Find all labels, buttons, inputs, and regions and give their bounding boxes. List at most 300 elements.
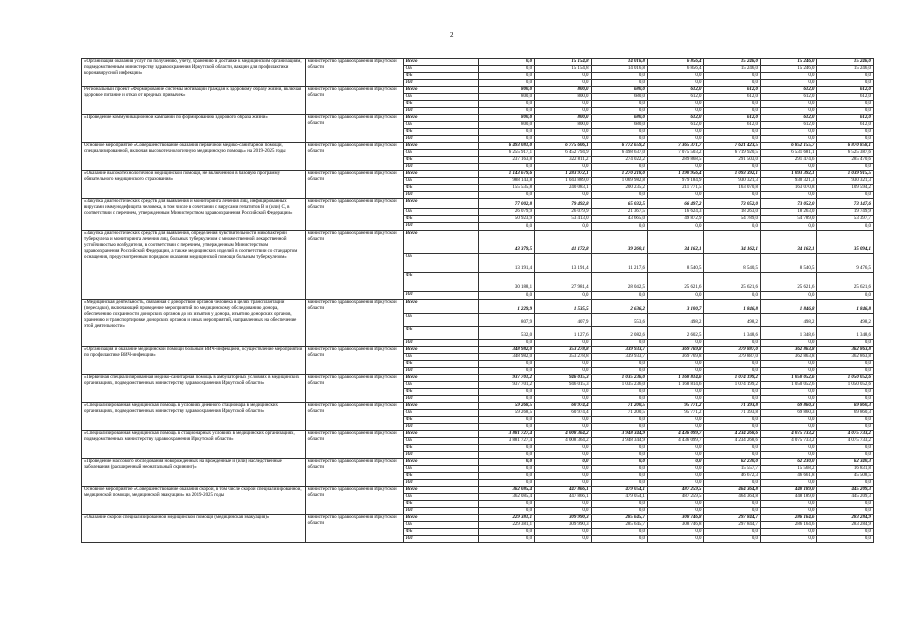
- amount-cell: 0,0: [591, 368, 647, 375]
- amount-cell: 322 811,2: [535, 157, 591, 164]
- amount-cell: 62 230,0: [760, 459, 816, 466]
- funding-source-cell: ФБ: [403, 501, 478, 508]
- amount-cell: 612,0: [817, 87, 874, 94]
- amount-cell: 25 621,6: [704, 273, 760, 292]
- amount-cell: 46 661,8: [760, 473, 816, 480]
- amount-cell: 0,0: [535, 459, 591, 466]
- amount-cell: 0,0: [591, 192, 647, 199]
- executor-cell: министерство здравоохранения Иркутской области: [305, 115, 403, 143]
- amount-cell: 0,0: [817, 73, 874, 80]
- funding-source-cell: ФБ: [403, 216, 478, 223]
- amount-cell: 0,0: [648, 529, 704, 536]
- amount-cell: 0,0: [478, 452, 534, 459]
- amount-cell: 0,0: [591, 445, 647, 452]
- amount-cell: 0,0: [591, 389, 647, 396]
- amount-cell: 7 075 503,2: [648, 150, 704, 157]
- amount-cell: 62 230,0: [704, 459, 760, 466]
- amount-cell: 0,0: [760, 164, 816, 171]
- amount-cell: 6 452 794,9: [535, 150, 591, 157]
- amount-cell: 1 143 679,6: [478, 171, 534, 178]
- funding-source-cell: ИИ: [403, 480, 478, 487]
- amount-cell: 0,0: [760, 452, 816, 459]
- amount-cell: 15 246,0: [704, 66, 760, 73]
- amount-cell: 0,0: [478, 368, 534, 375]
- amount-cell: 50 923,9: [478, 216, 534, 223]
- table-row: [82, 375, 874, 382]
- amount-cell: 0,0: [478, 508, 534, 515]
- funding-source-cell: Всего: [403, 375, 478, 382]
- amount-cell: 4 075 733,2: [817, 438, 874, 445]
- amount-cell: 0,0: [817, 292, 874, 300]
- amount-cell: 0,0: [760, 101, 816, 108]
- amount-cell: 13 191,4: [478, 254, 534, 273]
- funding-source-cell: ОБ: [403, 522, 478, 529]
- amount-cell: 0,0: [478, 529, 534, 536]
- amount-cell: 0,0: [817, 164, 874, 171]
- amount-cell: 0,0: [704, 508, 760, 515]
- funding-source-cell: ИИ: [403, 80, 478, 87]
- amount-cell: 6 852 155,7: [760, 143, 816, 150]
- amount-cell: 0,0: [760, 389, 816, 396]
- amount-cell: 0,0: [478, 536, 534, 543]
- amount-cell: 0,0: [591, 223, 647, 231]
- amount-cell: 6 856,4: [648, 66, 704, 73]
- amount-cell: 0,0: [591, 417, 647, 424]
- amount-cell: 612,0: [760, 87, 816, 94]
- activity-description: Основное мероприятие «Совершенствование оказания скорой, в том числе скорой специализированной, медицинской помощи, медицинской эвакуации» на 2019-2025 годы: [82, 487, 306, 515]
- amount-cell: 937 701,2: [478, 382, 534, 389]
- activity-description: «Проведение коммуникационной кампании по формированию здорового образа жизни»: [82, 115, 306, 143]
- amount-cell: 0,0: [704, 424, 760, 431]
- amount-cell: 200 235,2: [591, 185, 647, 192]
- amount-cell: 487 259,5: [648, 494, 704, 501]
- amount-cell: 0,0: [478, 80, 534, 87]
- amount-cell: 612,0: [704, 122, 760, 129]
- amount-cell: 43 379,5: [478, 231, 534, 254]
- amount-cell: 612,0: [648, 115, 704, 122]
- executor-cell: министерство здравоохранения Иркутской области: [305, 431, 403, 459]
- funding-source-cell: ФБ: [403, 185, 478, 192]
- amount-cell: 353 278,8: [535, 347, 591, 354]
- amount-cell: 285 645,7: [591, 515, 647, 522]
- funding-source-cell: ОБ: [403, 66, 478, 73]
- amount-cell: 946 015,3: [535, 375, 591, 382]
- amount-cell: 0,0: [591, 529, 647, 536]
- amount-cell: 0,0: [535, 292, 591, 300]
- funding-source-cell: ИИ: [403, 223, 478, 231]
- activity-description: «Медицинская деятельность, связанная с донорством органов человека в целях трансплантации (пересадки), включающей проведение мероприятий по медицинскому обследованию донора, обеспечению сохранности донорских органов до их изъятия у донора, изъятию донорских органов, хранению и транспортировке донорских органов и иных мероприятий, направленных на обеспечение этой деятельности»: [82, 300, 306, 347]
- amount-cell: 1 168 814,6: [648, 375, 704, 382]
- amount-cell: 71 200,5: [591, 410, 647, 417]
- amount-cell: 0,0: [704, 164, 760, 171]
- amount-cell: 21 367,5: [591, 209, 647, 216]
- amount-cell: 0,0: [591, 136, 647, 143]
- amount-cell: 1 229,9: [478, 300, 534, 314]
- executor-cell: министерство здравоохранения Иркутской области: [305, 143, 403, 171]
- funding-source-cell: Всего: [403, 459, 478, 466]
- amount-cell: 0,0: [591, 424, 647, 431]
- amount-cell: 612,0: [760, 94, 816, 101]
- amount-cell: 73 052,0: [760, 199, 816, 209]
- amount-cell: 49 872,9: [648, 216, 704, 223]
- amount-cell: 15 246,0: [760, 66, 816, 73]
- amount-cell: 69 860,3: [760, 410, 816, 417]
- amount-cell: 155 535,8: [478, 185, 534, 192]
- amount-cell: 15 246,0: [760, 59, 816, 66]
- activity-description: «Закупка диагностических средств для выявления и мониторинга лечения лиц, инфицированных вирусами иммунодефицита человека, в том числе в сочетании с вирусами гепатитов В и (или) С, в соответствии с перечнем, утвержденным Министерством здравоохранения Российской Федерации»: [82, 199, 306, 231]
- amount-cell: 71 200,5: [591, 403, 647, 410]
- amount-cell: 0,0: [478, 73, 534, 80]
- amount-cell: 0,0: [704, 108, 760, 115]
- amount-cell: 54 789,0: [704, 216, 760, 223]
- amount-cell: 73 147,6: [817, 199, 874, 209]
- amount-cell: 0,0: [535, 445, 591, 452]
- activity-description: Региональный проект «Формирование системы мотивации граждан к здоровому образу жизни, включая здоровое питание и отказ от вредных привычек»: [82, 87, 306, 115]
- funding-source-cell: ФБ: [403, 445, 478, 452]
- amount-cell: 0,0: [591, 129, 647, 136]
- amount-cell: 369 769,8: [648, 347, 704, 354]
- funding-source-cell: ИИ: [403, 292, 478, 300]
- amount-cell: 0,0: [535, 73, 591, 80]
- amount-cell: 0,0: [648, 368, 704, 375]
- amount-cell: 0,0: [760, 536, 816, 543]
- amount-cell: 291 503,0: [704, 157, 760, 164]
- budget-table: [81, 58, 874, 543]
- funding-source-cell: ИИ: [403, 340, 478, 347]
- amount-cell: 309 990,3: [535, 515, 591, 522]
- amount-cell: 71 393,8: [704, 403, 760, 410]
- amount-cell: 0,0: [648, 223, 704, 231]
- funding-source-cell: ОБ: [403, 314, 478, 327]
- amount-cell: 0,0: [591, 466, 647, 473]
- amount-cell: 612,0: [704, 94, 760, 101]
- amount-cell: 464 364,8: [704, 487, 760, 494]
- amount-cell: 308 746,8: [648, 522, 704, 529]
- amount-cell: 680,0: [591, 122, 647, 129]
- amount-cell: 6 772 659,2: [591, 143, 647, 150]
- amount-cell: 1 074 199,2: [704, 382, 760, 389]
- activity-description: «Организация и оказание медицинской помощи больным ВИЧ-инфекцией, осуществление мероприятий по профилактике ВИЧ-инфекции»: [82, 347, 306, 375]
- amount-cell: 0,0: [704, 73, 760, 80]
- amount-cell: 0,0: [478, 223, 534, 231]
- amount-cell: 0,0: [591, 340, 647, 347]
- funding-source-cell: ИИ: [403, 164, 478, 171]
- amount-cell: 1 050 052,6: [817, 382, 874, 389]
- amount-cell: 988 143,8: [478, 178, 534, 185]
- amount-cell: 4 075 733,2: [760, 431, 816, 438]
- amount-cell: 0,0: [591, 501, 647, 508]
- amount-cell: 163 070,8: [704, 185, 760, 192]
- amount-cell: 1 035 236,0: [591, 375, 647, 382]
- amount-cell: 479 054,1: [591, 487, 647, 494]
- executor-cell: министерство здравоохранения Иркутской области: [305, 199, 403, 231]
- amount-cell: 0,0: [591, 73, 647, 80]
- amount-cell: 0,0: [817, 424, 874, 431]
- amount-cell: 498,2: [760, 314, 816, 327]
- amount-cell: 291 474,6: [760, 157, 816, 164]
- amount-cell: 612,0: [817, 94, 874, 101]
- amount-cell: 612,0: [760, 115, 816, 122]
- amount-cell: 0,0: [760, 529, 816, 536]
- amount-cell: 0,0: [478, 473, 534, 480]
- amount-cell: 0,0: [591, 396, 647, 403]
- amount-cell: 0,0: [760, 292, 816, 300]
- amount-cell: 946 015,3: [535, 382, 591, 389]
- amount-cell: 1 050 052,6: [817, 375, 874, 382]
- funding-source-cell: ИИ: [403, 452, 478, 459]
- amount-cell: 229 381,1: [478, 522, 534, 529]
- amount-cell: 0,0: [760, 368, 816, 375]
- amount-cell: 34 162,1: [704, 231, 760, 254]
- amount-cell: 800,0: [535, 115, 591, 122]
- activity-description: Основное мероприятие «Совершенствование оказания первичной медико-санитарной помощи, специализированной, включая высокотехнологичную медицинскую помощь» на 2019-2025 годы: [82, 143, 306, 171]
- amount-cell: 0,0: [478, 340, 534, 347]
- table-row: [82, 403, 874, 410]
- amount-cell: 0,0: [535, 424, 591, 431]
- amount-cell: 0,0: [591, 80, 647, 87]
- amount-cell: 0,0: [535, 136, 591, 143]
- funding-source-cell: Всего: [403, 300, 478, 314]
- amount-cell: 54 789,0: [760, 216, 816, 223]
- amount-cell: 6 255 917,1: [478, 150, 534, 157]
- amount-cell: 800,0: [535, 122, 591, 129]
- amount-cell: 0,0: [704, 536, 760, 543]
- amount-cell: 0,0: [648, 292, 704, 300]
- amount-cell: 286 164,6: [760, 522, 816, 529]
- amount-cell: 0,0: [478, 396, 534, 403]
- executor-cell: министерство здравоохранения Иркутской области: [305, 300, 403, 347]
- amount-cell: 240 083,1: [535, 185, 591, 192]
- amount-cell: 71 393,8: [704, 410, 760, 417]
- amount-cell: 498,2: [817, 314, 874, 327]
- amount-cell: 0,0: [704, 445, 760, 452]
- amount-cell: 0,0: [704, 501, 760, 508]
- amount-cell: 0,0: [535, 192, 591, 199]
- amount-cell: 612,0: [704, 115, 760, 122]
- amount-cell: 8 540,5: [648, 254, 704, 273]
- amount-cell: 28 042,5: [591, 273, 647, 292]
- amount-cell: 0,0: [817, 368, 874, 375]
- amount-cell: 0,0: [704, 192, 760, 199]
- funding-source-cell: ИИ: [403, 368, 478, 375]
- amount-cell: 1 043 889,0: [535, 178, 591, 185]
- amount-cell: 229 381,1: [478, 515, 534, 522]
- amount-cell: 0,0: [760, 108, 816, 115]
- amount-cell: 0,0: [535, 508, 591, 515]
- amount-cell: 612,0: [648, 122, 704, 129]
- amount-cell: 8 540,5: [760, 254, 816, 273]
- amount-cell: 163 070,8: [760, 185, 816, 192]
- amount-cell: 14 016,8: [591, 59, 647, 66]
- funding-source-cell: ИИ: [403, 108, 478, 115]
- amount-cell: 297 844,7: [704, 515, 760, 522]
- amount-cell: 800,0: [478, 87, 534, 94]
- amount-cell: 0,0: [535, 473, 591, 480]
- amount-cell: 34 162,1: [648, 231, 704, 254]
- amount-cell: 0,0: [535, 361, 591, 368]
- amount-cell: 612,0: [760, 122, 816, 129]
- amount-cell: 4 436 099,7: [648, 431, 704, 438]
- amount-cell: 0,0: [648, 508, 704, 515]
- executor-cell: министерство здравоохранения Иркутской области: [305, 403, 403, 431]
- amount-cell: 445 209,3: [817, 487, 874, 494]
- amount-cell: 1 168 814,6: [648, 382, 704, 389]
- amount-cell: 445 209,3: [817, 494, 874, 501]
- amount-cell: 930 321,3: [704, 178, 760, 185]
- amount-cell: 0,0: [535, 164, 591, 171]
- amount-cell: 0,0: [704, 480, 760, 487]
- amount-cell: 45 508,5: [817, 473, 874, 480]
- funding-source-cell: ФБ: [403, 101, 478, 108]
- amount-cell: 0,0: [760, 223, 816, 231]
- amount-cell: 0,0: [760, 136, 816, 143]
- amount-cell: 16 831,8: [817, 466, 874, 473]
- amount-cell: 0,0: [760, 192, 816, 199]
- amount-cell: 1 050 052,6: [760, 375, 816, 382]
- amount-cell: 612,0: [648, 94, 704, 101]
- funding-source-cell: Всего: [403, 143, 478, 150]
- amount-cell: 0,0: [591, 101, 647, 108]
- amount-cell: 0,0: [648, 361, 704, 368]
- amount-cell: 1 348,6: [817, 327, 874, 340]
- amount-cell: 612,0: [704, 87, 760, 94]
- amount-cell: 0,0: [478, 424, 534, 431]
- amount-cell: 0,0: [478, 292, 534, 300]
- funding-source-cell: ИИ: [403, 536, 478, 543]
- amount-cell: 2 082,6: [591, 327, 647, 340]
- amount-cell: 297 844,7: [704, 522, 760, 529]
- amount-cell: 1 074 199,2: [704, 375, 760, 382]
- amount-cell: 0,0: [817, 501, 874, 508]
- amount-cell: 109 594,2: [817, 185, 874, 192]
- amount-cell: 0,0: [535, 396, 591, 403]
- amount-cell: 1 846,8: [760, 300, 816, 314]
- amount-cell: 1 127,6: [535, 327, 591, 340]
- amount-cell: 0,0: [817, 129, 874, 136]
- amount-cell: 8 540,5: [704, 254, 760, 273]
- amount-cell: 15 154,8: [535, 66, 591, 73]
- activity-description: «Организация оказания услуг по получению, учету, хранению и доставке к медицинским организациям, подведомственным министерству здравоохранения Иркутской области, вакцин для профилактики коронавирусной инфекции»: [82, 59, 306, 87]
- amount-cell: 34 162,1: [760, 231, 816, 254]
- amount-cell: 362 863,8: [760, 354, 816, 361]
- amount-cell: 0,0: [535, 417, 591, 424]
- amount-cell: 11 217,6: [591, 254, 647, 273]
- amount-cell: 379 887,0: [704, 347, 760, 354]
- amount-cell: 0,0: [817, 136, 874, 143]
- amount-cell: 362 863,8: [817, 354, 874, 361]
- executor-cell: министерство здравоохранения Иркутской области: [305, 347, 403, 375]
- amount-cell: 0,0: [535, 480, 591, 487]
- amount-cell: 43 665,0: [591, 216, 647, 223]
- amount-cell: 0,0: [760, 396, 816, 403]
- funding-source-cell: Всего: [403, 59, 478, 66]
- amount-cell: 0,0: [817, 529, 874, 536]
- amount-cell: 0,0: [648, 459, 704, 466]
- amount-cell: 0,0: [704, 292, 760, 300]
- funding-source-cell: ОБ: [403, 382, 478, 389]
- amount-cell: 6 870 858,1: [817, 143, 874, 150]
- executor-cell: министерство здравоохранения Иркутской области: [305, 487, 403, 515]
- funding-source-cell: ОБ: [403, 122, 478, 129]
- amount-cell: 15 557,7: [704, 466, 760, 473]
- funding-source-cell: ОБ: [403, 209, 478, 216]
- amount-cell: 0,0: [648, 452, 704, 459]
- amount-cell: 0,0: [648, 101, 704, 108]
- amount-cell: 0,0: [648, 389, 704, 396]
- amount-cell: 0,0: [535, 80, 591, 87]
- amount-cell: 0,0: [478, 417, 534, 424]
- amount-cell: 0,0: [478, 389, 534, 396]
- amount-cell: 0,0: [817, 452, 874, 459]
- amount-cell: 6 525 387,6: [817, 150, 874, 157]
- amount-cell: 0,0: [478, 501, 534, 508]
- table-row: [82, 87, 874, 94]
- amount-cell: 0,0: [760, 80, 816, 87]
- amount-cell: 0,0: [648, 192, 704, 199]
- amount-cell: 800,0: [478, 115, 534, 122]
- amount-cell: 0,0: [591, 292, 647, 300]
- amount-cell: 800,0: [478, 122, 534, 129]
- table-row: [82, 300, 874, 314]
- amount-cell: 27 981,4: [535, 273, 591, 292]
- amount-cell: 0,0: [704, 340, 760, 347]
- amount-cell: 0,0: [704, 136, 760, 143]
- amount-cell: 553,6: [591, 314, 647, 327]
- amount-cell: 0,0: [648, 536, 704, 543]
- amount-cell: 0,0: [704, 101, 760, 108]
- amount-cell: 0,0: [478, 129, 534, 136]
- table-row: [82, 115, 874, 122]
- executor-cell: министерство здравоохранения Иркутской области: [305, 59, 403, 87]
- amount-cell: 9 476,5: [817, 254, 874, 273]
- amount-cell: 79 492,8: [535, 199, 591, 209]
- amount-cell: 1 846,8: [817, 300, 874, 314]
- table-row: [82, 59, 874, 66]
- amount-cell: 0,0: [704, 529, 760, 536]
- amount-cell: 25 621,6: [760, 273, 816, 292]
- amount-cell: 6 856,4: [648, 59, 704, 66]
- amount-cell: 0,0: [648, 473, 704, 480]
- amount-cell: 65 032,5: [591, 199, 647, 209]
- amount-cell: 7 365 371,7: [648, 143, 704, 150]
- amount-cell: 285 645,7: [591, 522, 647, 529]
- amount-cell: 1 190 956,4: [648, 171, 704, 178]
- amount-cell: 274 022,2: [591, 157, 647, 164]
- funding-source-cell: ФБ: [403, 73, 478, 80]
- amount-cell: 59 268,5: [478, 403, 534, 410]
- amount-cell: 15 246,0: [817, 66, 874, 73]
- amount-cell: 0,0: [817, 192, 874, 199]
- amount-cell: 0,0: [817, 361, 874, 368]
- amount-cell: 69 860,3: [817, 403, 874, 410]
- table-row: [82, 143, 874, 150]
- activity-description: «Первичная специализированная медико-санитарная помощь в амбулаторных условиях в медицинских организациях, подведомственных министерству здравоохранения Иркутской области»: [82, 375, 306, 403]
- amount-cell: 19 749,9: [817, 209, 874, 216]
- amount-cell: 348 982,0: [478, 354, 534, 361]
- amount-cell: 362 085,4: [478, 487, 534, 494]
- funding-source-cell: ФБ: [403, 129, 478, 136]
- amount-cell: 4 234 268,6: [704, 431, 760, 438]
- executor-cell: министерство здравоохранения Иркутской области: [305, 515, 403, 543]
- amount-cell: 353 278,8: [535, 354, 591, 361]
- amount-cell: 0,0: [760, 480, 816, 487]
- amount-cell: 0,0: [704, 223, 760, 231]
- amount-cell: 283 284,9: [817, 515, 874, 522]
- amount-cell: 0,0: [817, 101, 874, 108]
- amount-cell: 0,0: [648, 340, 704, 347]
- amount-cell: 498,2: [704, 314, 760, 327]
- amount-cell: 289 868,5: [648, 157, 704, 164]
